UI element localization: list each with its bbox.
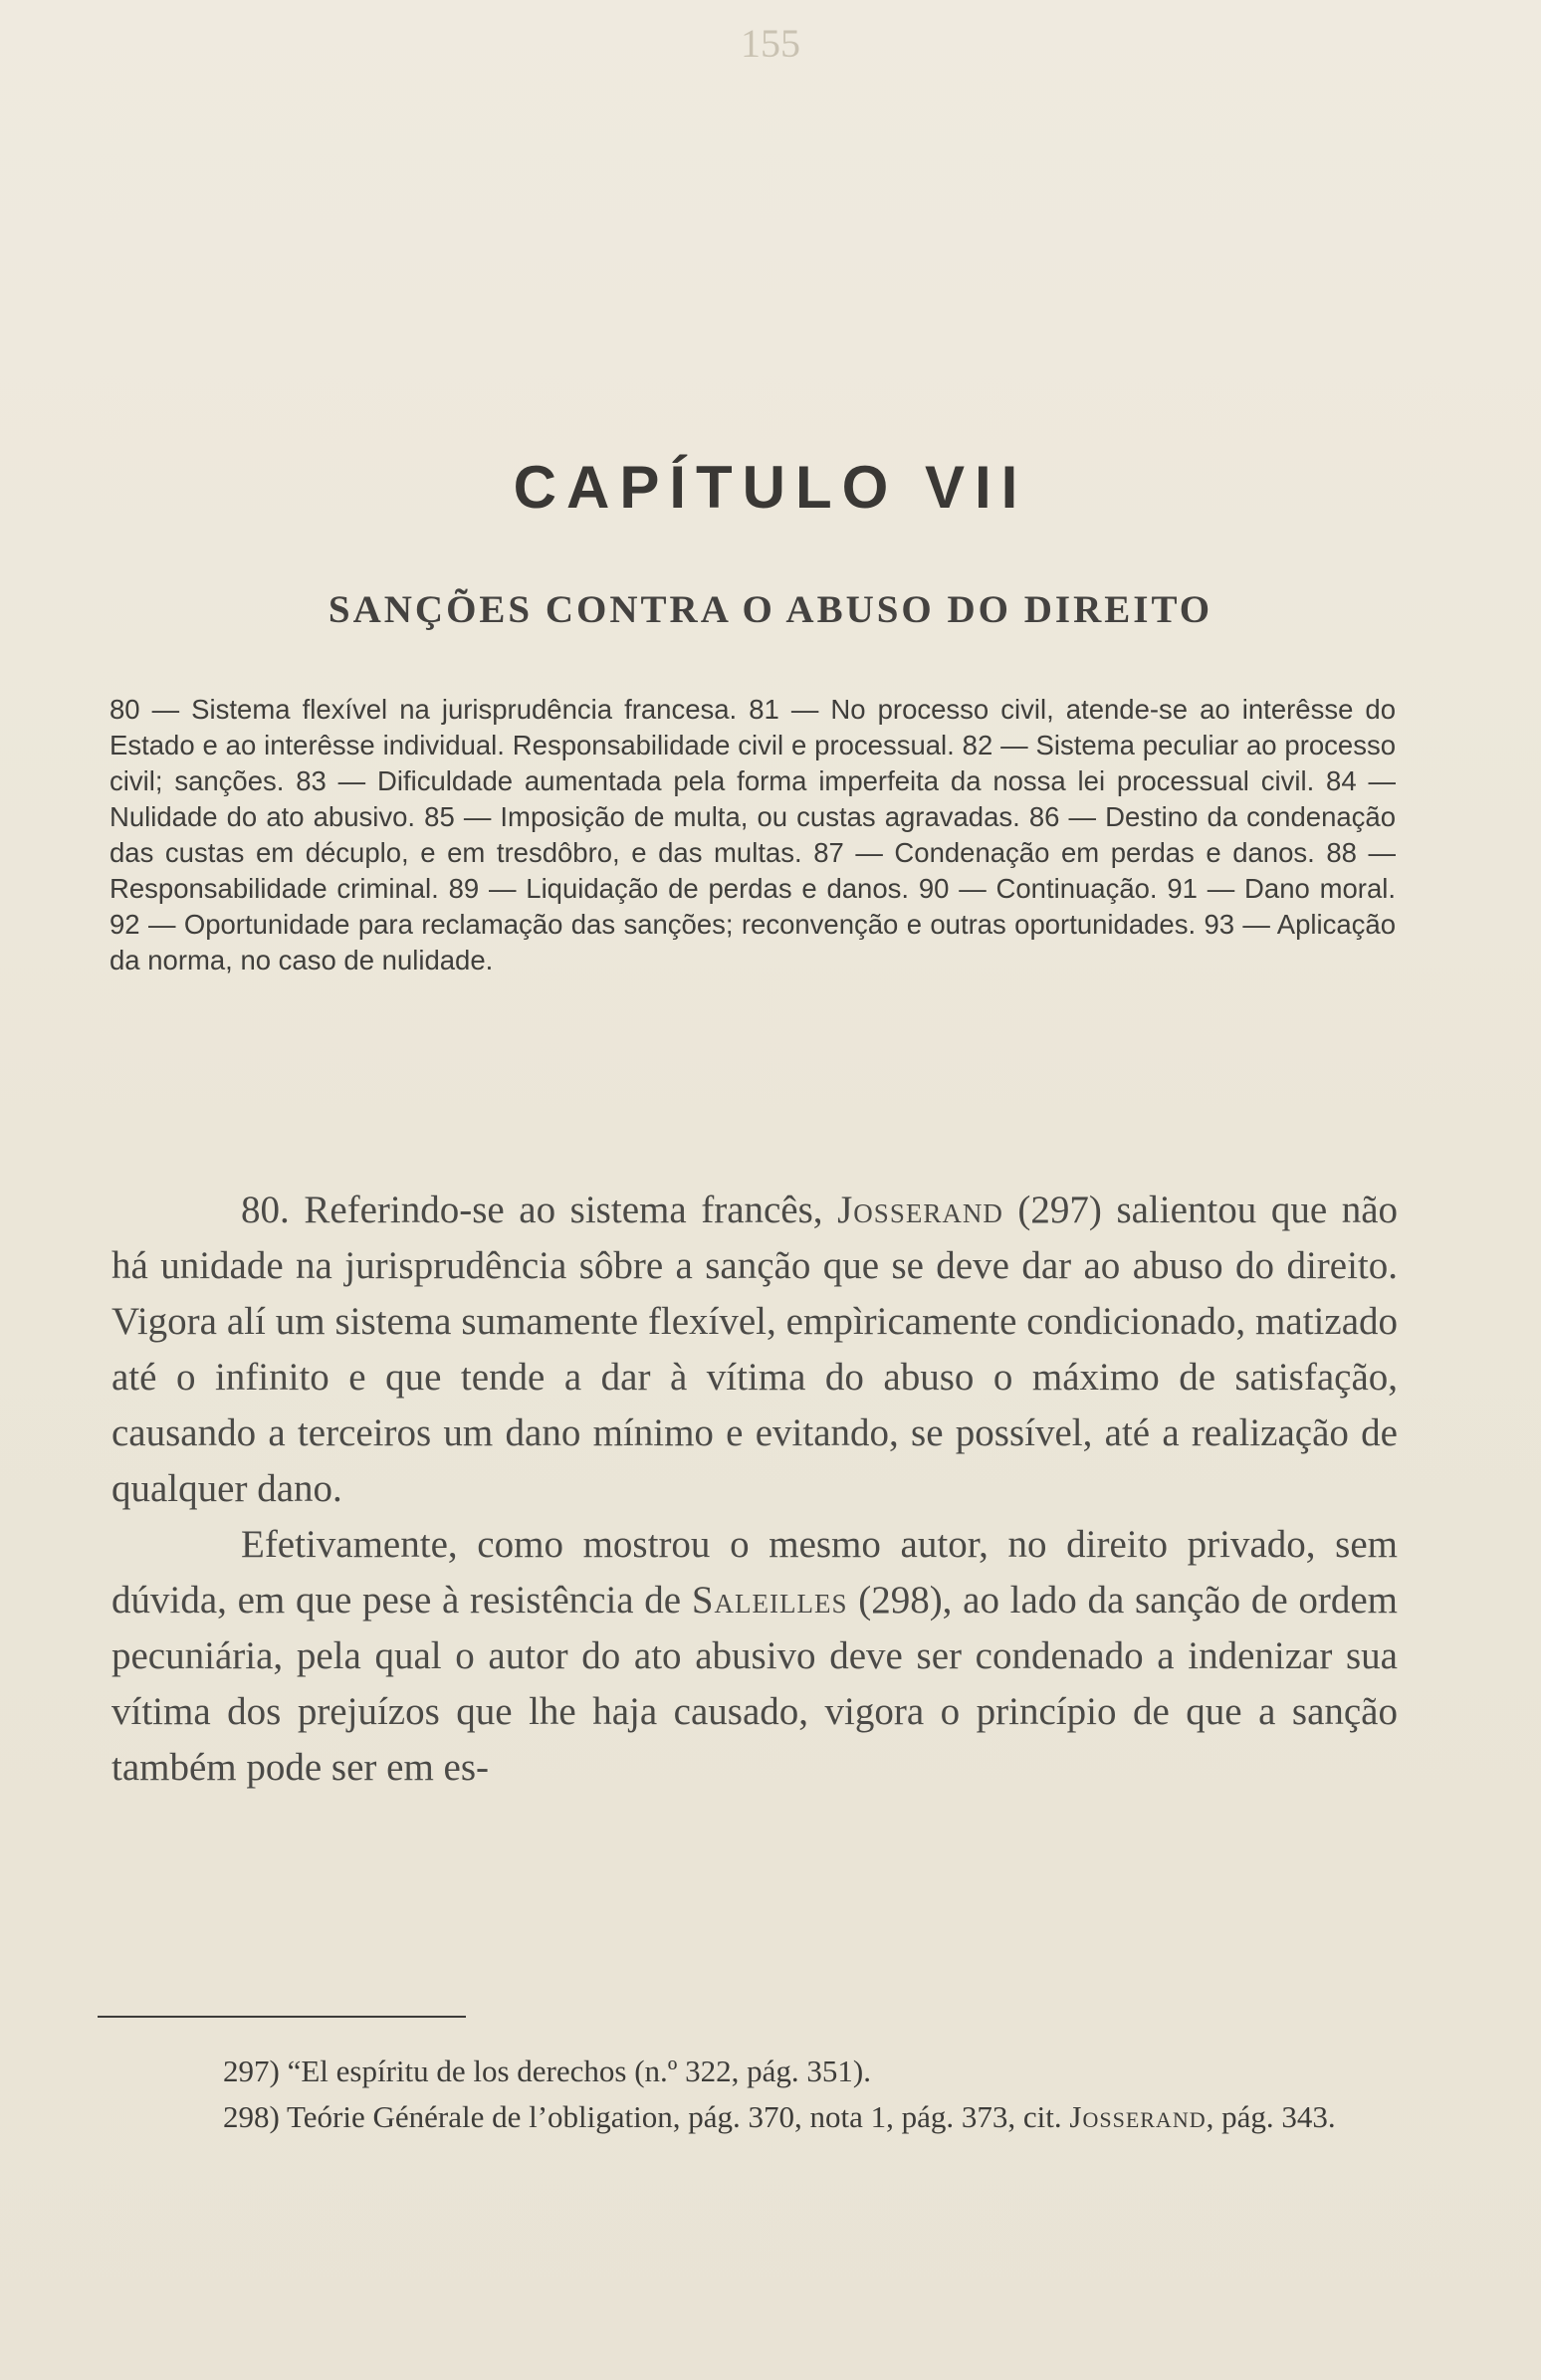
footnote-divider [98, 2016, 466, 2018]
footnote-298-rest: , pág. 343. [1206, 2099, 1336, 2134]
paragraph-2-rest: (298), ao lado da sanção de ordem pecuniária, pela qual o autor do ato abusivo deve ser condenado a indenizar sua vítima dos prejuízos que lhe haja causado, vigora o princípio de que a sanção também pode ser em es- [111, 1579, 1399, 1789]
footnote-author-josserand: Josserand [1069, 2099, 1207, 2134]
footnote-298 [111, 2094, 1398, 2140]
chapter-title: CAPÍTULO VII [513, 454, 1028, 521]
author-name-saleilles: Saleilles [691, 1579, 848, 1622]
footnote-298-start: 298) Teórie Générale de l’obligation, pág. 370, nota 1, pág. 373, cit. [223, 2099, 1070, 2134]
paragraph-80-rest: (297) salientou que não há unidade na jurisprudência sôbre a sanção que se deve dar ao abuso do direito. Vigora alí um sistema sumamente flexível, empìricamente condicionado, matizado até o infinito e que tende a dar à vítima do abuso o máximo de satisfação, causando a terceiros um dano mínimo e evitando, se possível, até a realização de qualquer dano. [111, 1189, 1398, 1510]
paragraph-80-continued [111, 1517, 1398, 1796]
chapter-subtitle: SANÇÕES CONTRA O ABUSO DO DIREITO [328, 588, 1213, 631]
paragraph-80-start: 80. Referindo-se ao sistema francês, [241, 1189, 838, 1231]
paragraph-80 [111, 1183, 1398, 1517]
body-text [111, 1183, 1398, 1796]
author-name-josserand: Josserand [837, 1189, 1003, 1231]
footnote-297: 297) “El espíritu de los derechos (n.º 322, pág. 351). [223, 2054, 871, 2088]
paragraph-2-start: Efetivamente, como mostrou o mesmo autor, no direito privado, sem dúvida, em que pese à resistência de [111, 1523, 1398, 1622]
footnotes [111, 2049, 1398, 2140]
page-number: 155 [741, 21, 800, 66]
chapter-summary: 80 — Sistema flexível na jurisprudência francesa. 81 — No processo civil, atende-se ao interêsse do Estado e ao interêsse individual. Responsabilidade civil e processual. 82 — Sistema peculiar ao processo civil; sanções. 83 — Dificuldade aumentada pela forma imperfeita da nossa lei processual civil. 84 — Nulidade do ato abusivo. 85 — Imposição de multa, ou custas agravadas. 86 — Destino da condenação das custas em décuplo, e em tresdôbro, e das multas. 87 — Condenação em perdas e danos. 88 — Responsabilidade criminal. 89 — Liquidação de perdas e danos. 90 — Continuação. 91 — Dano moral. 92 — Oportunidade para reclamação das sanções; reconvenção e outras oportunidades. 93 — Aplicação da norma, no caso de nulidade. [110, 694, 1396, 975]
